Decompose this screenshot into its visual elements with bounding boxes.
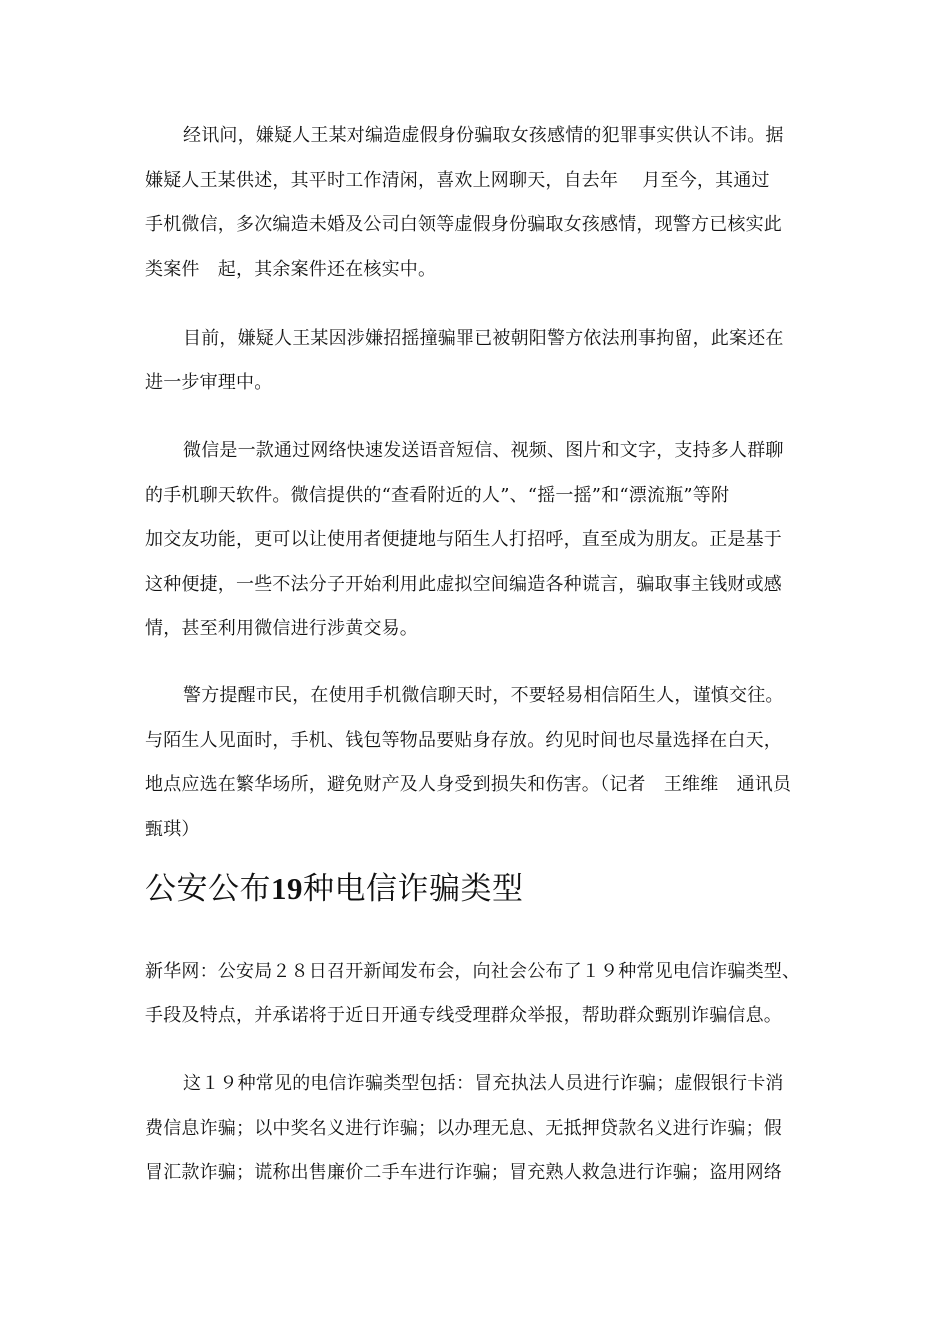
paragraph-1-line-3: 手机微信，多次编造未婚及公司白领等虚假身份骗取女孩感情，现警方已核实此 — [145, 214, 782, 235]
paragraph-6-line-2: 费信息诈骗；以中奖名义进行诈骗；以办理无息、无抵押贷款名义进行诈骗；假 — [145, 1118, 782, 1139]
heading-number: 19 — [271, 871, 303, 906]
paragraph-3-line-5: 情，甚至利用微信进行涉黄交易。 — [145, 618, 418, 639]
paragraph-4-line-4: 甄琪） — [145, 819, 200, 840]
paragraph-5-line-2: 手段及特点，并承诺将于近日开通专线受理群众举报，帮助群众甄别诈骗信息。 — [145, 1005, 782, 1026]
heading-prefix: 公安公布 — [145, 871, 271, 907]
paragraph-3-line-1: 微信是一款通过网络快速发送语音短信、视频、图片和文字，支持多人群聊 — [183, 440, 784, 461]
paragraph-1-line-2: 嫌疑人王某供述，其平时工作清闲，喜欢上网聊天，自去年 月至今，其通过 — [145, 170, 770, 191]
paragraph-2-line-1: 目前，嫌疑人王某因涉嫌招摇撞骗罪已被朝阳警方依法刑事拘留，此案还在 — [183, 328, 784, 349]
paragraph-2-line-2: 进一步审理中。 — [145, 372, 273, 393]
heading-suffix: 种电信诈骗类型 — [303, 871, 524, 907]
paragraph-3-line-3: 加交友功能，更可以让使用者便捷地与陌生人打招呼，直至成为朋友。正是基于 — [145, 529, 782, 550]
paragraph-3-line-4: 这种便捷，一些不法分子开始利用此虚拟空间编造各种谎言，骗取事主钱财或感 — [145, 574, 782, 595]
paragraph-6-line-1: 这１９种常见的电信诈骗类型包括：冒充执法人员进行诈骗；虚假银行卡消 — [183, 1073, 784, 1094]
paragraph-6-line-3: 冒汇款诈骗；谎称出售廉价二手车进行诈骗；冒充熟人救急进行诈骗；盗用网络 — [145, 1162, 782, 1183]
section-heading — [145, 868, 815, 910]
paragraph-5-line-1: 新华网：公安局２８日召开新闻发布会，向社会公布了１９种常见电信诈骗类型、 — [145, 961, 801, 982]
paragraph-1-line-4: 类案件 起，其余案件还在核实中。 — [145, 259, 437, 280]
paragraph-1-line-1: 经讯问，嫌疑人王某对编造虚假身份骗取女孩感情的犯罪事实供认不讳。据 — [183, 125, 784, 146]
paragraph-4-line-1: 警方提醒市民，在使用手机微信聊天时，不要轻易相信陌生人，谨慎交往。 — [183, 685, 784, 706]
paragraph-3-line-2: 的手机聊天软件。微信提供的“查看附近的人”、“摇一摇”和“漂流瓶”等附 — [145, 485, 730, 506]
paragraph-4-line-3: 地点应选在繁华场所，避免财产及人身受到损失和伤害。（记者 王维维 通讯员 — [145, 774, 792, 795]
paragraph-4-line-2: 与陌生人见面时，手机、钱包等物品要贴身存放。约见时间也尽量选择在白天， — [145, 730, 782, 751]
